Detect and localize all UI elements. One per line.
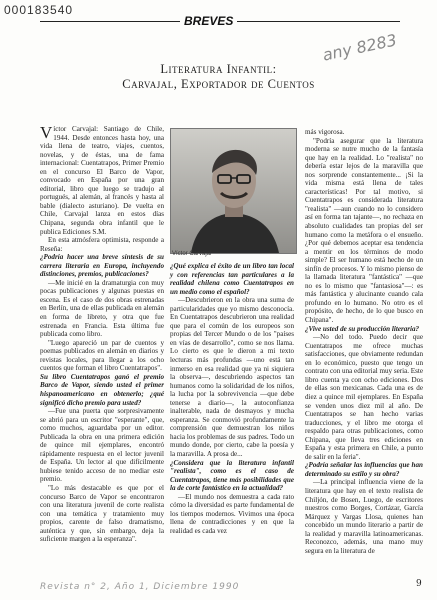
article-paragraph: —Me inicié en la dramaturgia con muy pocas publicaciones y algunas puestas en escena. Es el caso de dos obras estrenadas en Berlín, una de ellas publicada en alemán en forma de libreto, y otra que fue estrenada en Francia. Esta última fue publicada como libro. — [40, 278, 164, 339]
article-paragraph: "Lo más destacable es que por el concurso Barco de Vapor se encontraron con una literatura juvenil de corte realista con una temática y tratamiento muy propios, carente de falso dramatismo, auténtica y que, sin embargo, deja la suficiente margen a la esperanza". — [40, 483, 164, 544]
interview-question: ¿Vive usted de su producción literaria? — [305, 324, 420, 333]
article-paragraph: "Luego apareció un par de cuentos y poemas publicados en alemán en diarios y revistas locales, para llegar a los ocho cuentos que forman el libro Cuentatrapos". — [40, 338, 164, 373]
article-paragraph: —El mundo nos demuestra a cada rato cómo la diversidad es parte fundamental de los tiempos modernos. Vivimos una época llena de contradicciones y en que la realidad es cada vez — [170, 492, 294, 535]
interview-question: Su libro Cuentatrapos ganó el premio Barco de Vapor, siendo usted el primer hispanoamericano en obtenerlo; ¿qué significó dicho premio para usted? — [40, 372, 164, 407]
article-column-2 — [170, 262, 294, 536]
article-paragraph: —No del todo. Puedo decir que Cuentatrapos me ofrece muchas satisfacciones, que obviamente redundan en lo económico, puesto que tengo un contrato con una editorial muy seria. Este libro cuenta ya con ocho ediciones. Dos de ellas son mexicanas. Cada una es de diez a quince mil ejemplares. En España se venden unos diez mil al año. De Cuentatrapos se han hecho varias traducciones, y el libro me otorga el respaldo para otras publicaciones, como Chipana, que lleva tres ediciones en España y esta primera en Chile, a punto de salir en la feria". — [305, 333, 423, 461]
photo-caption: Víctor Carvajal — [172, 251, 212, 257]
interview-question: ¿Qué explica el éxito de un libro tan local y con referencias tan particulares a la realidad chilena como Cuentatrapos en un medio como el español? — [170, 262, 294, 296]
page-number: 9 — [416, 579, 422, 589]
author-photo — [170, 128, 297, 254]
handwritten-source-note: Revista n° 2, Año 1, Diciembre 1990 — [40, 582, 240, 592]
interview-question: ¿Podría hacer una breve síntesis de su carrera literaria en Europa, incluyendo distinciones, premios, publicaciones? — [40, 253, 164, 279]
article-paragraph: más vigorosa. — [305, 128, 345, 136]
article-paragraph: "Podría asegurar que la literatura moderna se nutre mucho de la fantasía que hay en la realidad. Lo "realista" no debería estar lejos de la maravilla que nos sorprende constantemente... ¡Si la vida misma está llena de tales características! Por tal motivo, si Cuentatrapos es considerada literatura "realista" —aun cuando no lo considero así en forma tan tajante—, no rechaza en absoluto cualidades tan propias del ser humano como la metáfora o el ensueño. ¿Por qué debemos aceptar esa tendencia a mentir en los términos de modo simple? El ser humano está hecho de un sinfín de procesos. Y lo mismo pienso de la llamada literatura "fantástica" —que no es lo mismo que "fantasiosa"—: es más fantástica y alucinante cuando cala profundo en lo humano. No otro es el propósito, de hecho, de lo que busco en Chipana". — [305, 136, 423, 325]
article-paragraph: —La principal influencia viene de la literatura que hay en el texto realista de Chiljón, de Bosen, Luego, de escritores nuestros como Borges, Cortázar, García Márquez y Vargas Llosa, quienes han concebido un mundo literario a partir de la realidad y maravilla latinoamericanas. Reconozco, además, una mano muy segura en la literatura de — [305, 478, 423, 555]
article-paragraph: En esta atmósfera optimista, responde a Reseña: — [40, 236, 164, 253]
article-title-line2: Carvajal, Exportador de Cuentos — [122, 77, 315, 91]
section-label: BREVES — [180, 14, 237, 28]
article-paragraph: —Fue una puerta que sorpresivamente se abrió para un escritor "esperante", que, como muchos, aguardaba por un editor. Publicada la obra en una primera edición de quince mil ejemplares, encontró rápidamente respuesta en el lector juvenil de España. Un lector al que difícilmente hubiese tenido acceso de no mediar este premio. — [40, 407, 164, 484]
article-paragraph: Víctor Carvajal: Santiago de Chile, 1944. Desde entonces hasta hoy, una vida llena de teatro, viajes, cuentos, novelas, y de éstas, una de fama internacional: Cuentatrapos, Primer Premio en el concurso El Barco de Vapor, convocado en España por una gran editorial, libro que luego se tradujo al portugués, al alemán, al francés y hasta al bable (dialecto asturiano). De vuelta en Chile, Carvajal lanza en estos días Chipana, segunda obra infantil que le publica Ediciones S.M. — [40, 123, 164, 236]
author-portrait-image — [171, 129, 296, 253]
article-column-1 — [40, 125, 164, 544]
interview-question: ¿Considera que la literatura infantil "realista", como es el caso de Cuentatrapos, tiene más posibilidades que la de corte fantástico en la actualidad? — [170, 458, 294, 493]
handwritten-note: any 8283 — [320, 30, 399, 65]
article-column-3 — [305, 128, 423, 555]
article-paragraph: —Descubrieron en la obra una suma de particularidades que yo mismo desconocía. En Cuentatrapos descubrieron una realidad que para el común de los europeos son propias del Tercer Mundo o de los "países en vías de desarrollo", como se nos llama. Lo cierto es que le dieron a mi texto lecturas más profundas —uno está tan inmerso en esa realidad que ya ni siquiera la observa—, descubriendo aspectos tan humanos como la solidaridad de los niños, la lucha por la sobrevivencia —que debe tenerse a diario—, la autoconfianza inalterable, nada de desmayos y mucha esperanza. Se conmovió profundamente la comprensión que demuestran los niños hacia los problemas de sus padres. Todo un mundo donde, por cierto, cabe la poesía y la maravilla. A prosa de... — [170, 296, 294, 459]
article-title-line1: Literatura Infantil: — [160, 62, 277, 76]
interview-question: ¿Podría señalar las influencias que han determinado su estilo y su obra? — [305, 461, 423, 478]
archive-stamp-id: 000183540 — [4, 3, 74, 17]
